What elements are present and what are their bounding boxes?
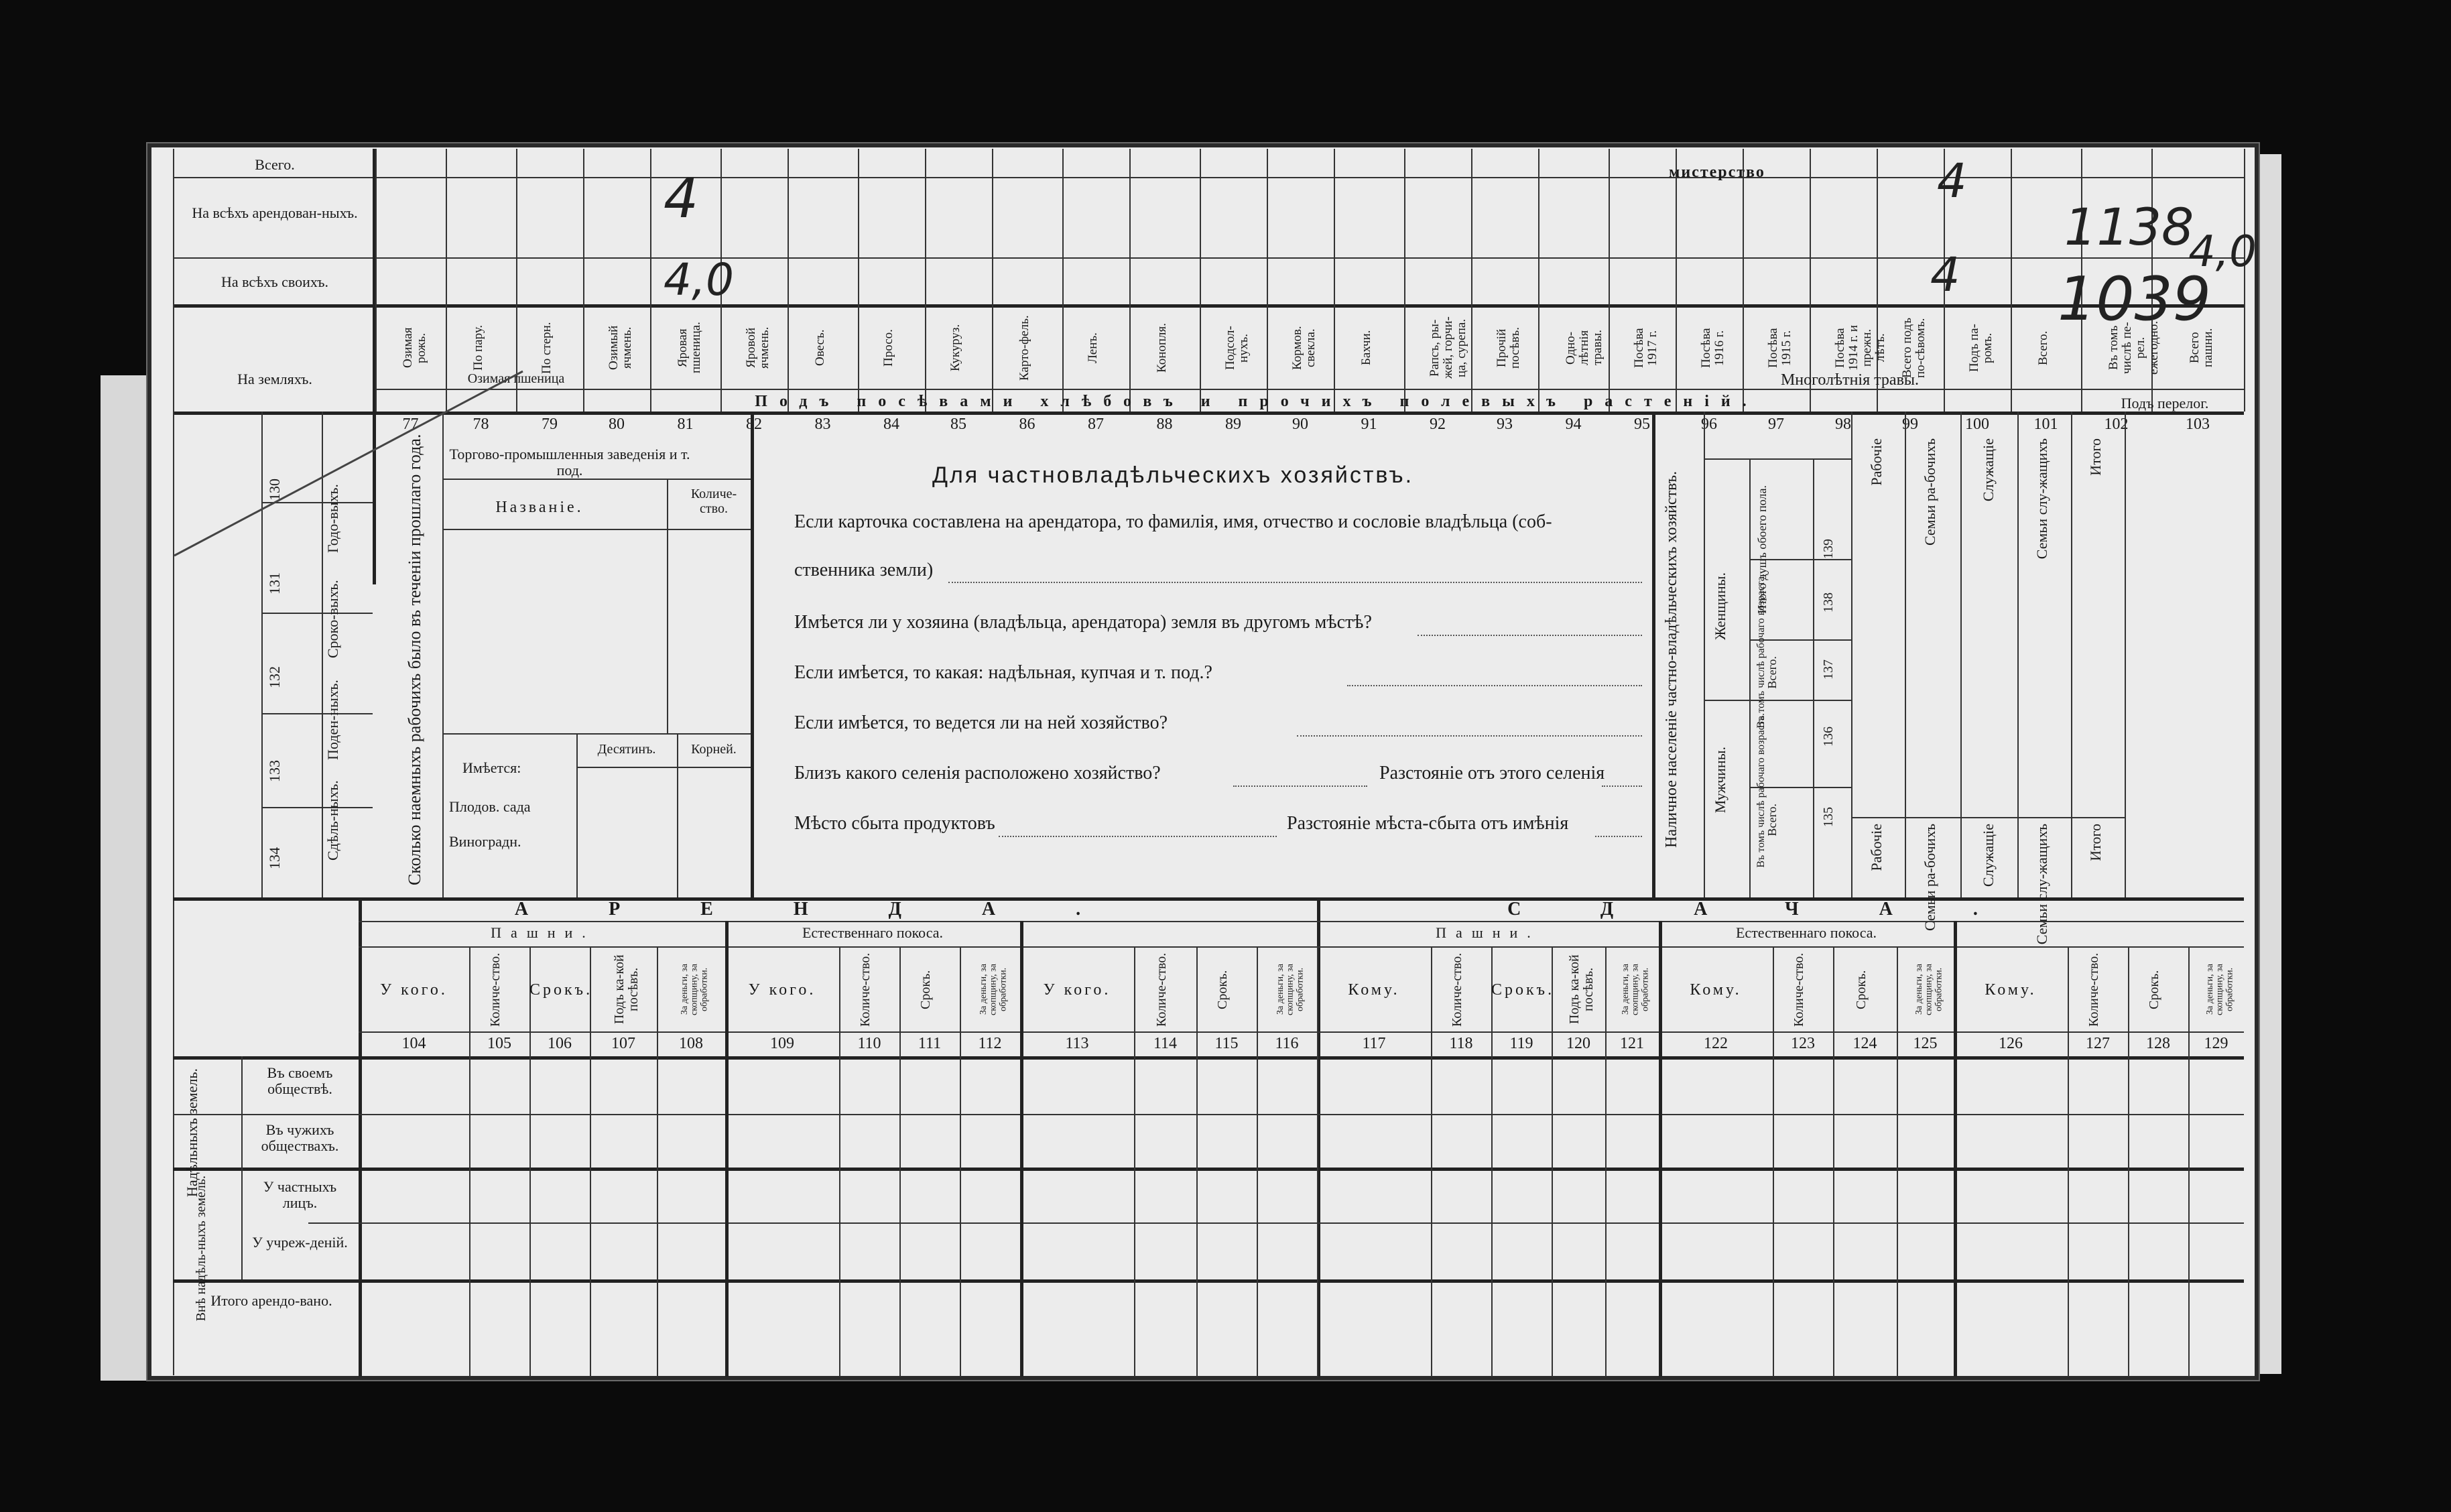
rent-number: 117 — [1362, 1035, 1386, 1052]
crop-number: 78 — [473, 416, 489, 433]
rent-header: За деньги, за скопщину, за обработки. — [680, 964, 710, 1015]
rent-number: 123 — [1791, 1035, 1815, 1052]
hired-yearly: Годо-выхъ. — [324, 484, 341, 554]
crop-header: Подсол-нухъ. — [1223, 326, 1251, 370]
crop-header: Рапсъ, ры-жей, горчи-ца, сурепа. — [1428, 316, 1468, 379]
row-label-lands: На земляхъ. — [237, 371, 312, 387]
question-5b: Разстояніе отъ этого селенія — [1379, 763, 1605, 783]
question-6a: Мѣсто сбыта продуктовъ — [794, 813, 995, 834]
handwritten-note: 4,0 — [664, 254, 734, 306]
crop-header: Кукуруз. — [948, 324, 962, 372]
rent-number: 125 — [1913, 1035, 1938, 1052]
rent-header: У кого. — [1043, 981, 1111, 999]
rent-number: 108 — [679, 1035, 703, 1052]
trade-name-header: Названіе. — [495, 499, 584, 516]
rent-header: Кому. — [1348, 981, 1400, 999]
crop-header: Овесъ. — [812, 329, 827, 367]
rent-header: У кого. — [748, 981, 816, 999]
sdacha-pokos: Естественнаго покоса. — [1735, 924, 1877, 941]
handwritten-note: 1138 — [2064, 197, 2194, 257]
rent-number: 114 — [1153, 1035, 1178, 1052]
crop-number: 97 — [1768, 416, 1784, 433]
crop-header: Всего подъ по-сѣвомъ. — [1900, 318, 1928, 378]
crop-header: Озимая рожь. — [400, 327, 428, 369]
crop-number: 100 — [1965, 416, 1989, 433]
rent-header: Подъ ка-кой посѣвъ. — [1567, 954, 1596, 1025]
rent-number: 126 — [1999, 1035, 2023, 1052]
trade-title: Торгово-промышленныя заведенія и т. под. — [449, 446, 690, 479]
num-133: 133 — [266, 760, 283, 782]
trade-vineyard: Виноградн. — [449, 833, 521, 850]
rent-header: Количе-ство. — [2086, 952, 2101, 1027]
num-134: 134 — [266, 847, 283, 869]
rent-header: Срокъ. — [529, 981, 593, 999]
crop-number: 99 — [1902, 416, 1918, 433]
women-label: Женщины. — [1712, 572, 1729, 640]
crop-header: Яровой ячмень. — [744, 326, 771, 369]
crop-number: 96 — [1701, 416, 1717, 433]
num-135: 135 — [1821, 807, 1836, 827]
rent-number: 122 — [1704, 1035, 1728, 1052]
col-total: Итого — [2087, 438, 2104, 476]
crop-header: Озимый ячмень. — [607, 325, 634, 371]
rent-number: 107 — [611, 1035, 635, 1052]
crop-header: Посѣва 1917 г. — [1632, 328, 1659, 368]
crop-number: 93 — [1497, 416, 1513, 433]
question-3: Если имѣется, то какая: надѣльная, купчая и т. под.? — [794, 662, 1212, 683]
crop-number: 95 — [1634, 416, 1650, 433]
col-worker-families: Семьи ра-бочихъ — [1922, 438, 1938, 546]
group-label-fallow: Подъ перелог. — [2121, 395, 2209, 412]
col-workers-bottom: Рабочіе — [1868, 824, 1885, 871]
rent-header: Срокъ. — [918, 970, 933, 1009]
rent-header: Срокъ. — [1853, 970, 1869, 1009]
crop-header: Карто-фель. — [1017, 315, 1031, 381]
num-130: 130 — [266, 479, 283, 501]
crop-number: 94 — [1565, 416, 1582, 433]
crop-header: Бахчи. — [1359, 330, 1373, 366]
rent-header: За деньги, за скопщину, за обработки. — [1913, 964, 1944, 1015]
rent-number: 106 — [548, 1035, 572, 1052]
question-5a: Близъ какого селенія расположено хозяйство? — [794, 763, 1161, 783]
hired-piecework: Сдѣль-ныхъ. — [324, 780, 341, 861]
group-label-perennial: Многолѣтнія травы. — [1780, 371, 1920, 389]
question-1a: Если карточка составлена на арендатора, то фамилія, имя, отчество и сословіе владѣльца (соб- — [794, 511, 1552, 532]
rent-header: У кого. — [380, 981, 448, 999]
row-private-persons: У частныхъ лицъ. — [263, 1178, 337, 1212]
rent-number: 119 — [1509, 1035, 1533, 1052]
crop-header: Посѣва 1915 г. — [1766, 328, 1794, 368]
rent-header: Срокъ. — [2147, 970, 2161, 1009]
women-working-label: Въ томъ числѣ рабочаго возраста. — [1755, 574, 1767, 729]
row-own-community: Въ своемъ обществѣ. — [267, 1064, 333, 1098]
crop-header: Конопля. — [1154, 322, 1169, 373]
rent-number: 121 — [1620, 1035, 1644, 1052]
crop-header: Просо. — [881, 329, 895, 367]
crop-number: 86 — [1019, 416, 1035, 433]
rent-header: За деньги, за скопщину, за обработки. — [1275, 964, 1306, 1015]
sdacha-title: СДАЧА. — [1507, 899, 2058, 920]
rent-header: Срокъ. — [1215, 970, 1230, 1009]
crop-number: 85 — [950, 416, 966, 433]
crop-header: Всего. — [2035, 330, 2050, 365]
rent-header: Подъ ка-кой посѣвъ. — [612, 954, 641, 1025]
hired-daily: Поден-ныхъ. — [324, 680, 341, 760]
col-employees-bottom: Служащіе — [1980, 824, 1997, 887]
rent-number: 104 — [401, 1035, 426, 1052]
stamp-text: мистерство — [1669, 164, 1765, 181]
rent-header: Кому. — [1985, 981, 2037, 999]
men-label: Мужчины. — [1712, 747, 1729, 814]
rent-header: Количе-ство. — [1792, 952, 1806, 1027]
crop-number: 77 — [402, 416, 419, 433]
private-title: Для частновладѣльческихъ хозяйствъ. — [932, 462, 1414, 488]
population-title: Наличное населеніе частно-владѣльческихъ хозяйствъ. — [1663, 470, 1680, 848]
crop-header: По стерн. — [540, 322, 554, 374]
crop-number: 83 — [814, 416, 831, 433]
rent-number: 111 — [918, 1035, 942, 1052]
handwritten-note: 4 — [1930, 247, 1960, 302]
men-total-label: Всего. — [1765, 804, 1779, 836]
rowgroup-nadel: Надѣльныхъ земель. — [184, 1068, 200, 1198]
crop-header: Прочій посѣвъ. — [1495, 327, 1522, 369]
num-137: 137 — [1821, 659, 1836, 680]
col-worker-families-bottom: Семьи ра-бочихъ — [1922, 824, 1938, 932]
crop-number: 103 — [2186, 416, 2210, 433]
rent-number: 115 — [1214, 1035, 1239, 1052]
handwritten-note: 4 — [664, 167, 699, 231]
row-label-total: Всего. — [255, 156, 295, 173]
crop-number: 84 — [883, 416, 899, 433]
crop-header: Ленъ. — [1086, 332, 1100, 363]
crop-header: Посѣва 1914 г. и прежн. лѣтъ. — [1833, 324, 1887, 371]
crop-header: По пару. — [470, 324, 485, 371]
question-2: Имѣется ли у хозяина (владѣльца, арендатора) земля въ другомъ мѣстѣ? — [794, 612, 1372, 633]
row-total-rented: Итого арендо-вано. — [210, 1292, 332, 1309]
sdacha-pashni: Пашни. — [1436, 924, 1540, 941]
rent-header: Кому. — [1690, 981, 1742, 999]
rent-number: 127 — [2086, 1035, 2110, 1052]
rent-number: 116 — [1275, 1035, 1299, 1052]
row-other-community: Въ чужихъ обществахъ. — [261, 1121, 339, 1155]
trade-has: Имѣется: — [462, 759, 521, 776]
crop-number: 92 — [1430, 416, 1446, 433]
crop-number: 81 — [677, 416, 694, 433]
hired-term: Сроко-выхъ. — [324, 580, 341, 659]
trade-korney: Корней. — [691, 742, 737, 757]
col-total-bottom: Итого — [2087, 824, 2104, 861]
total-souls-label: Итого душъ обоего пола. — [1755, 485, 1769, 614]
row-institutions: У учреж-деній. — [252, 1234, 348, 1251]
rent-number: 118 — [1449, 1035, 1473, 1052]
crop-number: 102 — [2104, 416, 2129, 433]
crop-number: 98 — [1835, 416, 1851, 433]
crop-number: 101 — [2033, 416, 2058, 433]
num-139: 139 — [1821, 539, 1836, 559]
crop-number: 80 — [609, 416, 625, 433]
num-132: 132 — [266, 666, 283, 688]
trade-qty-header: Количе-ство. — [690, 487, 737, 516]
group-label-winter-wheat: Озимая пшеница — [467, 371, 565, 386]
men-working-label: Въ томъ числѣ рабочаго возраста. — [1755, 713, 1767, 868]
rent-number: 109 — [770, 1035, 794, 1052]
num-138: 138 — [1821, 592, 1836, 613]
crop-header: Яровая пшеница. — [675, 322, 703, 374]
arenda-pokos: Естественнаго покоса. — [802, 924, 943, 941]
arenda-title: АРЕНДА. — [514, 899, 1161, 920]
question-4: Если имѣется, то ведется ли на ней хозяйство? — [794, 712, 1168, 733]
crop-header: Всего пашни. — [2188, 328, 2215, 368]
hired-title: Сколько наемныхъ рабочихъ было въ теченіи прошлаго года. — [405, 434, 424, 885]
trade-orchard: Плодов. сада — [449, 798, 531, 815]
pencil-stroke — [147, 143, 2259, 1380]
col-employee-families-bottom: Семьи слу-жащихъ — [2033, 824, 2050, 945]
rent-number: 110 — [857, 1035, 881, 1052]
crop-number: 90 — [1292, 416, 1308, 433]
rent-header: Количе-ство. — [858, 952, 873, 1027]
rent-header: Количе-ство. — [1450, 952, 1464, 1027]
rent-header: За деньги, за скопщину, за обработки. — [1621, 964, 1651, 1015]
num-131: 131 — [266, 572, 283, 594]
rent-number: 128 — [2146, 1035, 2170, 1052]
crop-number: 91 — [1361, 416, 1377, 433]
crop-header: Кормов. свекла. — [1290, 326, 1318, 370]
col-employee-families: Семьи слу-жащихъ — [2033, 438, 2050, 560]
rent-header: Срокъ. — [1491, 981, 1555, 999]
crop-header: Подъ па-ромъ. — [1967, 324, 1995, 372]
rent-number: 129 — [2204, 1035, 2228, 1052]
arenda-pashni: Пашни. — [491, 924, 595, 941]
handwritten-note: 4 — [1937, 153, 1967, 208]
rowgroup-vne-nadel: Внѣ надѣль-ныхъ земель. — [194, 1176, 208, 1322]
rent-number: 113 — [1065, 1035, 1089, 1052]
rent-number: 112 — [978, 1035, 1002, 1052]
col-employees: Служащіе — [1980, 438, 1997, 502]
trade-desyatin: Десятинъ. — [597, 742, 656, 757]
crop-number: 79 — [542, 416, 558, 433]
rent-number: 124 — [1852, 1035, 1877, 1052]
rent-header: За деньги, за скопщину, за обработки. — [979, 964, 1009, 1015]
num-136: 136 — [1821, 727, 1836, 747]
crop-number: 89 — [1225, 416, 1241, 433]
rent-header: Количе-ство. — [1153, 952, 1169, 1027]
handwritten-note: 1039 — [2058, 264, 2212, 334]
col-workers: Рабочіе — [1868, 438, 1885, 486]
question-1b: ственника земли) — [794, 560, 934, 580]
crop-number: 87 — [1088, 416, 1104, 433]
rent-number: 120 — [1566, 1035, 1590, 1052]
crop-banner: Подъ посѣвами хлѣбовъ и прочихъ полевыхъ растеній. — [755, 393, 1759, 410]
crop-header: Посѣва 1916 г. — [1699, 328, 1726, 368]
row-label-rented: На всѣхъ арендован-ныхъ. — [192, 204, 358, 221]
question-6b: Разстояніе мѣста-сбыта отъ имѣнія — [1287, 813, 1569, 834]
census-card — [146, 142, 2260, 1381]
rent-number: 105 — [487, 1035, 511, 1052]
rent-header: За деньги, за скопщину, за обработки. — [2204, 964, 2235, 1015]
women-total-label: Всего. — [1765, 656, 1779, 689]
row-label-own: На всѣхъ своихъ. — [221, 273, 328, 290]
crop-header: Въ томъ числѣ пе-рел. ежегодно. — [2106, 320, 2161, 375]
crop-number: 88 — [1156, 416, 1173, 433]
rent-header: Количе-ство. — [488, 952, 503, 1027]
crop-header: Одно-лѣтнія травы. — [1563, 330, 1605, 366]
handwritten-note: 4,0 — [2188, 227, 2257, 277]
crop-number: 82 — [746, 416, 762, 433]
